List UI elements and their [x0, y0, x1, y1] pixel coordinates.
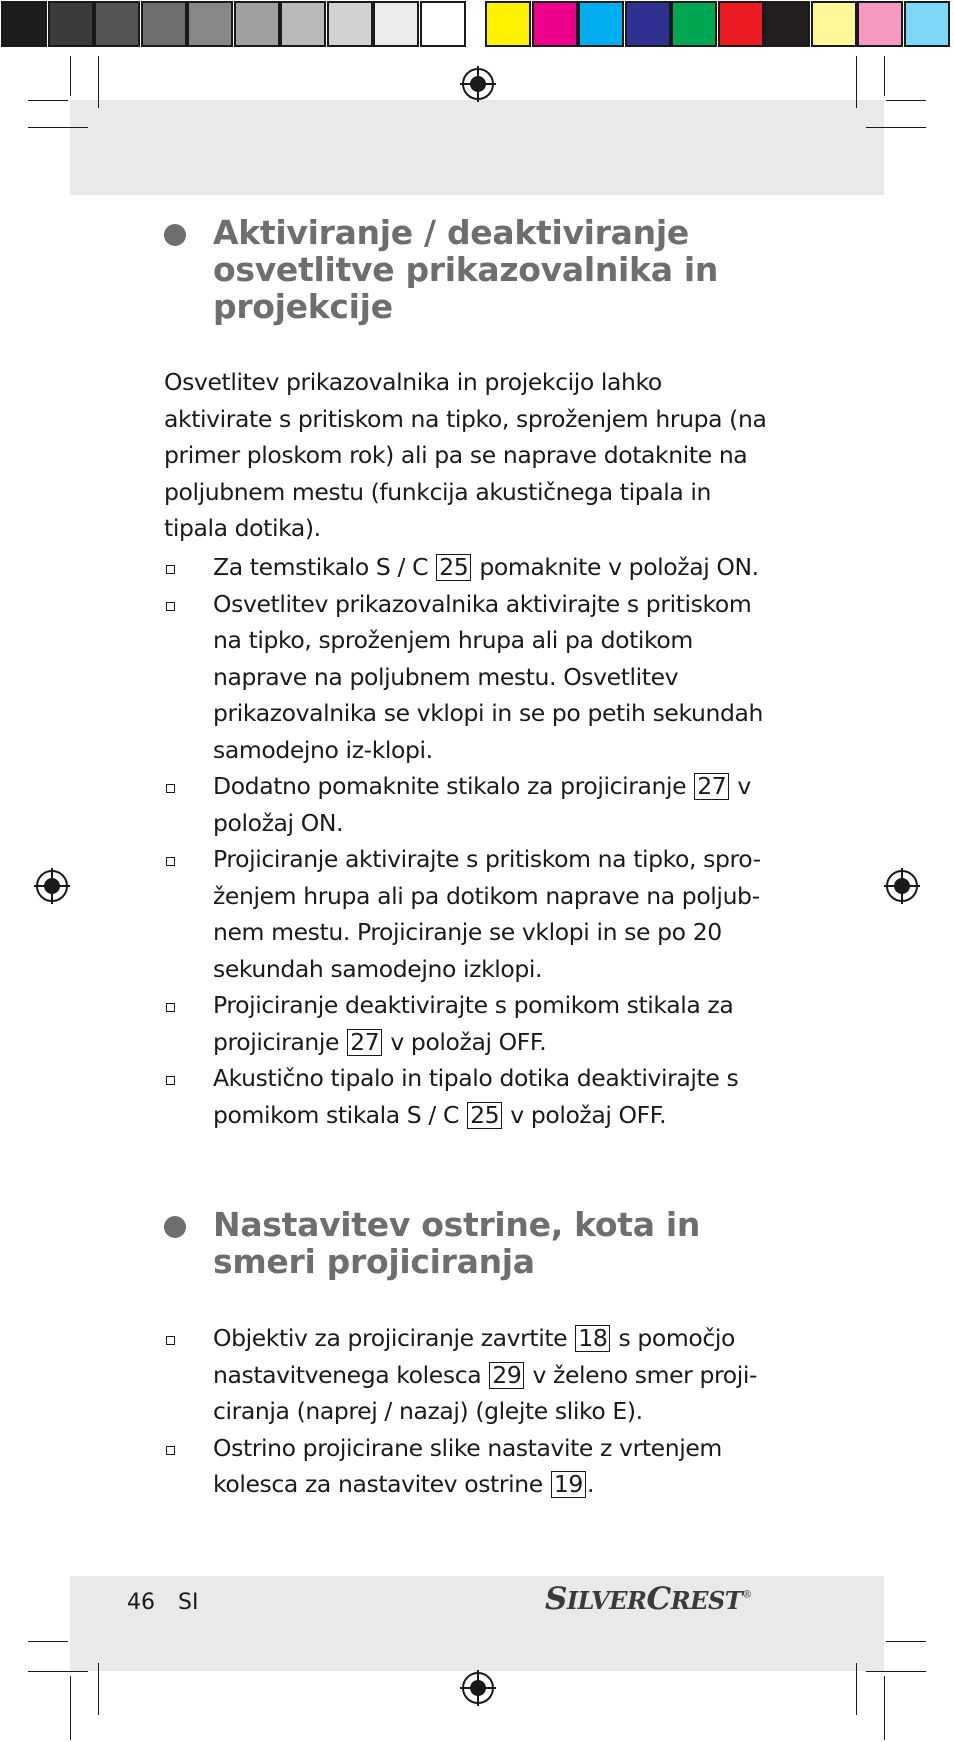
page-number: 46 [127, 1590, 155, 1615]
checkbox-square-icon [166, 1003, 175, 1012]
part-number: 27 [694, 773, 729, 800]
color-swatch [857, 1, 903, 47]
color-calibration-strip [0, 0, 954, 48]
color-swatch [48, 1, 94, 47]
checkbox-square-icon [166, 565, 175, 574]
bullet-icon [164, 1216, 186, 1238]
registration-mark-left [32, 866, 72, 906]
step-item: Dodatno pomaknite stikalo za projiciranje 27 v položaj ON. [164, 768, 776, 841]
silvercrest-logo: SILVERCREST® [545, 1581, 752, 1617]
part-number: 29 [489, 1362, 524, 1389]
step-item: Za temstikalo S / C 25 pomaknite v položaj ON. [164, 549, 776, 586]
section-2-heading: Nastavitev ostrine, kota in smeri projiciranja [213, 1205, 701, 1281]
bullet-icon [164, 224, 186, 246]
section-2-steps [164, 1320, 776, 1503]
color-swatch [485, 1, 531, 47]
color-swatch [141, 1, 187, 47]
part-number: 18 [575, 1325, 610, 1352]
registration-mark-right [882, 866, 922, 906]
color-swatch [420, 1, 466, 47]
color-swatch [234, 1, 280, 47]
color-swatch [625, 1, 671, 47]
language-code: SI [178, 1590, 199, 1615]
step-item: Osvetlitev prikazovalnika aktivirajte s pritiskom na tipko, sproženjem hrupa ali pa dotikom naprave na poljubnem mestu. Osvetlitev prikazovalnika se vklopi in se po petih sekundah samodejno iz-klopi. [164, 586, 776, 769]
section-2-header [164, 1206, 804, 1280]
color-swatch [1, 1, 47, 47]
step-item: Objektiv za projiciranje zavrtite 18 s pomočjo nastavitvenega kolesca 29 v želeno smer proji-ciranja (naprej / nazaj) (glejte sliko E). [164, 1320, 776, 1430]
checkbox-square-icon [166, 1446, 175, 1455]
step-item: Projiciranje deaktivirajte s pomikom stikala za projiciranje 27 v položaj OFF. [164, 987, 776, 1060]
section-1-header [164, 214, 804, 325]
part-number: 19 [551, 1471, 586, 1498]
color-swatch [327, 1, 373, 47]
color-swatch [671, 1, 717, 47]
section-1-steps [164, 549, 776, 1133]
color-swatch [764, 1, 810, 47]
step-item: Projiciranje aktivirajte s pritiskom na tipko, spro-ženjem hrupa ali pa dotikom naprave na poljub-nem mestu. Projiciranje se vklopi in se po 20 sekundah samodejno izklopi. [164, 841, 776, 987]
color-swatch [94, 1, 140, 47]
checkbox-square-icon [166, 784, 175, 793]
header-band [70, 100, 884, 195]
checkbox-square-icon [166, 1076, 175, 1085]
color-swatch [373, 1, 419, 47]
color-swatch [578, 1, 624, 47]
step-item: Akustično tipalo in tipalo dotika deaktivirajte s pomikom stikala S / C 25 v položaj OFF. [164, 1060, 776, 1133]
color-swatch [904, 1, 950, 47]
color-swatch [718, 1, 764, 47]
part-number: 27 [347, 1029, 382, 1056]
checkbox-square-icon [166, 857, 175, 866]
section-1-heading: Aktiviranje / deaktiviranje osvetlitve prikazovalnika in projekcije [213, 213, 719, 326]
checkbox-square-icon [166, 1336, 175, 1345]
registration-mark-bottom [458, 1668, 498, 1708]
checkbox-square-icon [166, 602, 175, 611]
color-swatch [280, 1, 326, 47]
step-item: Ostrino projicirane slike nastavite z vrtenjem kolesca za nastavitev ostrine 19 . [164, 1430, 776, 1503]
section-1-intro: Osvetlitev prikazovalnika in projekcijo lahko aktivirate s pritiskom na tipko, sproženjem hrupa (na primer ploskom rok) ali pa se naprave dotaknite na poljubnem mestu (funkcija akustičnega tipala in tipala dotika). [164, 368, 767, 542]
part-number: 25 [467, 1102, 502, 1129]
color-swatch [187, 1, 233, 47]
registration-mark-top [458, 64, 498, 104]
color-swatch [811, 1, 857, 47]
part-number: 25 [436, 554, 471, 581]
color-swatch [532, 1, 578, 47]
